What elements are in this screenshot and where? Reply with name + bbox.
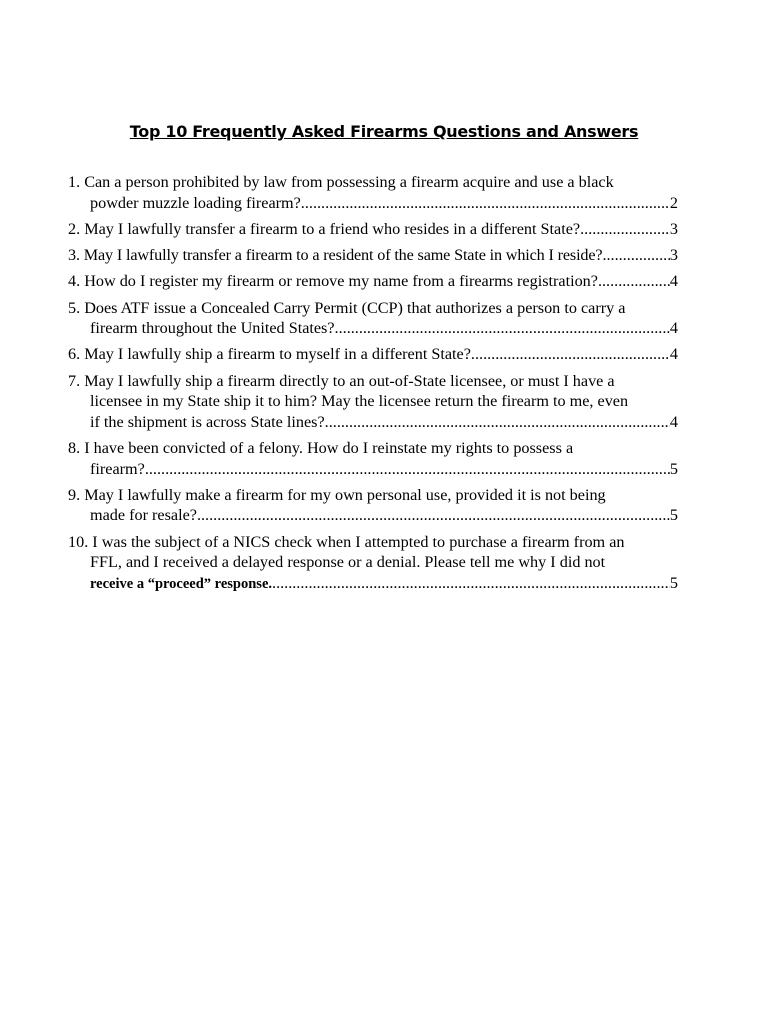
- entry-question: May I lawfully ship a firearm to myself in a different State?: [84, 345, 471, 364]
- entry-number: 8.: [68, 439, 81, 458]
- dot-leader: [325, 412, 670, 433]
- dot-leader: [598, 271, 670, 292]
- toc-entry-1[interactable]: [68, 172, 678, 213]
- entry-question-line: powder muzzle loading firearm?: [90, 193, 301, 212]
- entry-number: 3.: [68, 246, 80, 265]
- entry-question-line: FFL, and I received a delayed response or a denial. Please tell me why I did not: [90, 553, 606, 572]
- entry-question: May I lawfully transfer a firearm to a resident of the same State in which I reside?: [83, 246, 603, 265]
- entry-question-line: Does ATF issue a Concealed Carry Permit (CCP) that authorizes a person to carry a: [84, 298, 626, 317]
- entry-page-number: 4: [669, 412, 678, 431]
- entry-number: 9.: [68, 485, 81, 504]
- entry-question-line: if the shipment is across State lines?: [90, 412, 325, 431]
- toc-entry-4[interactable]: [68, 271, 678, 292]
- entry-number: 5.: [68, 298, 81, 317]
- toc-entry-9[interactable]: [68, 485, 678, 526]
- entry-page-number: 5: [669, 573, 678, 592]
- entry-page-number: 4: [669, 319, 678, 338]
- toc-entry-5[interactable]: [68, 298, 678, 339]
- entry-number: 10.: [68, 532, 89, 551]
- dot-leader: [145, 459, 670, 480]
- entry-page-number: 2: [669, 193, 678, 212]
- entry-page-number: 4: [669, 345, 678, 364]
- dot-leader: [335, 318, 670, 339]
- dot-leader: [580, 219, 670, 240]
- entry-question-line: Can a person prohibited by law from possessing a firearm acquire and use a black: [84, 173, 614, 191]
- dot-leader: [602, 245, 669, 266]
- entry-question-line: I was the subject of a NICS check when I attempted to purchase a firearm from an: [92, 532, 625, 551]
- document-title: Top 10 Frequently Asked Firearms Questions and Answers: [129, 122, 639, 141]
- entry-question-line: made for resale?: [90, 506, 197, 525]
- entry-question-line: firearm?: [90, 459, 145, 478]
- entry-page-number: 5: [669, 459, 678, 478]
- toc-entry-2[interactable]: [68, 219, 678, 240]
- entry-page-number: 3: [669, 246, 678, 265]
- toc-entry-3[interactable]: [68, 245, 678, 266]
- faq-table-of-contents: [68, 172, 678, 600]
- entry-page-number: 3: [669, 219, 678, 238]
- toc-entry-10[interactable]: [68, 532, 678, 595]
- toc-entry-8[interactable]: [68, 438, 678, 479]
- entry-question-line: firearm throughout the United States?: [90, 319, 335, 338]
- toc-entry-7[interactable]: [68, 371, 678, 433]
- entry-question-line: receive a “proceed” response.: [90, 575, 273, 592]
- entry-number: 6.: [68, 345, 81, 364]
- entry-question: How do I register my firearm or remove my name from a firearms registration?: [84, 272, 598, 291]
- entry-page-number: 4: [669, 272, 678, 291]
- dot-leader: [197, 505, 670, 526]
- entry-number: 4.: [68, 272, 81, 291]
- toc-entry-6[interactable]: [68, 344, 678, 365]
- entry-number: 1.: [68, 173, 81, 191]
- dot-leader: [471, 344, 670, 365]
- entry-number: 2.: [68, 219, 81, 238]
- dot-leader: [301, 193, 670, 214]
- entry-question-line: May I lawfully ship a firearm directly to an out-of-State licensee, or must I have a: [84, 371, 615, 390]
- dot-leader: [272, 573, 670, 594]
- entry-question: May I lawfully transfer a firearm to a friend who resides in a different State?: [84, 219, 581, 238]
- entry-question-line: licensee in my State ship it to him? May the licensee return the firearm to me, even: [90, 392, 629, 411]
- entry-question-line: May I lawfully make a firearm for my own personal use, provided it is not being: [84, 485, 606, 504]
- entry-question-line: I have been convicted of a felony. How do I reinstate my rights to possess a: [84, 439, 574, 458]
- entry-number: 7.: [68, 371, 81, 390]
- entry-page-number: 5: [669, 506, 678, 525]
